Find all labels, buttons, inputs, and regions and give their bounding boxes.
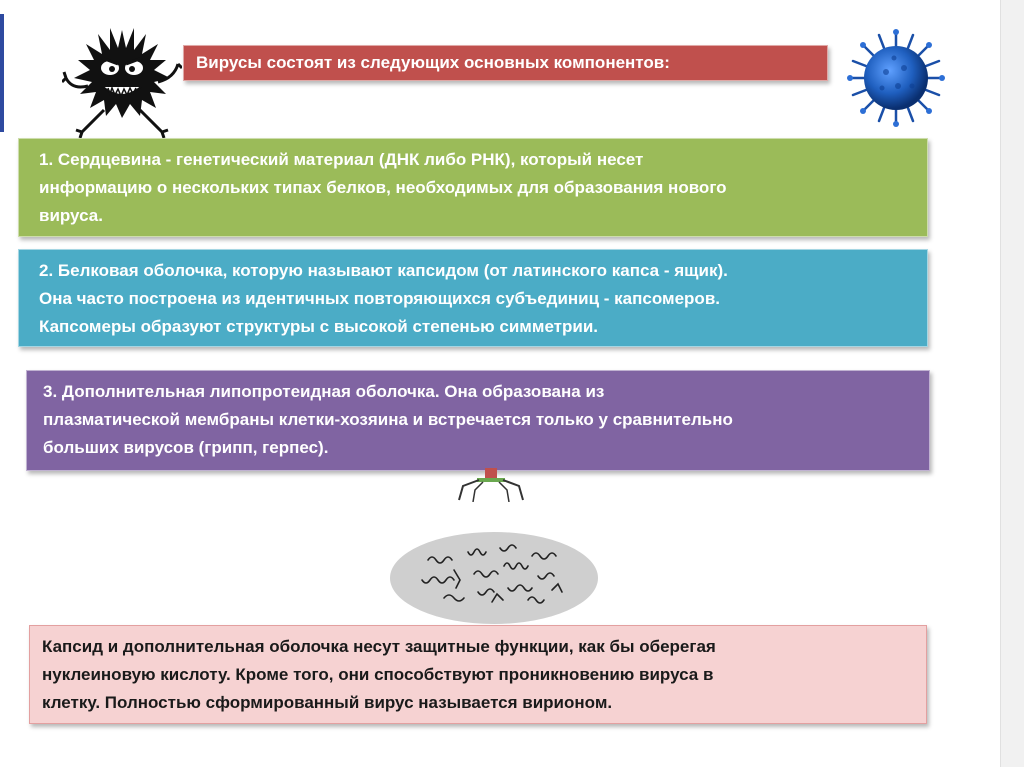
- virus-particle-icon: [846, 28, 946, 128]
- component-2-box: [18, 249, 928, 347]
- component-3-box: [26, 370, 930, 471]
- bacteriophage-legs-icon: [455, 468, 527, 502]
- component-1-line-3: вируса.: [39, 206, 103, 225]
- component-3-line-3: больших вирусов (грипп, герпес).: [43, 438, 329, 457]
- divider: [1000, 0, 1001, 767]
- conclusion-box: [29, 625, 927, 724]
- germ-monster-icon: [62, 20, 182, 140]
- component-2-line-2: Она часто построена из идентичных повторяющихся субъединиц - капсомеров.: [39, 289, 720, 308]
- component-2-line-3: Капсомеры образуют структуры с высокой степенью симметрии.: [39, 317, 599, 336]
- component-3-line-1: 3. Дополнительная липопротеидная оболочка. Она образована из: [43, 382, 605, 401]
- conclusion-line-2: нуклеиновую кислоту. Кроме того, они способствуют проникновению вируса в: [42, 665, 714, 684]
- scroll-track[interactable]: [1000, 0, 1024, 767]
- component-1-box: [18, 138, 928, 237]
- component-1-line-2: информацию о нескольких типах белков, необходимых для образования нового: [39, 178, 727, 197]
- component-1-line-1: 1. Сердцевина - генетический материал (ДНК либо РНК), который несет: [39, 150, 644, 169]
- dna-strands-icon: [388, 530, 600, 626]
- left-edge-accent: [0, 14, 4, 132]
- conclusion-line-3: клетку. Полностью сформированный вирус называется вирионом.: [42, 693, 613, 712]
- component-2-line-1: 2. Белковая оболочка, которую называют капсидом (от латинского капса - ящик).: [39, 261, 728, 280]
- slide-title: Вирусы состоят из следующих основных компонентов:: [183, 45, 828, 81]
- conclusion-line-1: Капсид и дополнительная оболочка несут защитные функции, как бы оберегая: [42, 637, 716, 656]
- component-3-line-2: плазматической мембраны клетки-хозяина и встречается только у сравнительно: [43, 410, 733, 429]
